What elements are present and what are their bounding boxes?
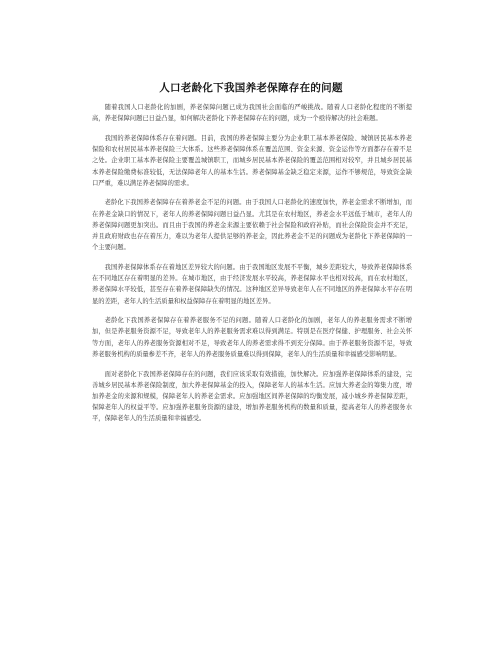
paragraph-service-shortage: 老龄化下我国养老保障存在着养老服务不足的问题。随着人口老龄化的加剧，老年人的养老服务需求不断增加，但是养老服务资源不足，导致老年人的养老服务需求难以得到满足。特别是在医疗保健、护理服务、社会关怀等方面，老年人的养老服务资源相对不足，导致老年人的养老需求得不到充分保障。由于养老服务资源不足，导致养老服务机构的质量参差不齐，老年人的养老服务质量难以得到保障，老年人的生活质量和幸福感受影响明显。 (92, 317, 412, 358)
paragraph-pension-shortage: 老龄化下我国养老保障存在着养老金不足的问题。由于我国人口老龄化的速度加快，养老金需求不断增加，而在养老金缺口的情况下，老年人的养老保障问题日益凸显。尤其是在农村地区，养老金水平远低于城市，老年人的养老保障问题更加突出。而且由于我国的养老金来源主要依赖于社会保险和政府补贴，而社会保险资金并不充足，并且政府财政也存在着压力，难以为老年人提供足够的养老金，因此养老金不足的问题成为老龄化下养老保障的一个主要问题。 (92, 199, 412, 252)
paragraph-intro: 随着我国人口老龄化的加剧，养老保障问题已成为我国社会面临的严峻挑战。随着人口老龄化程度的不断提高，养老保障问题已日益凸显，如何解决老龄化下养老保障存在的问题，成为一个亟待解决的社会难题。 (92, 104, 412, 123)
document-title: 人口老龄化下我国养老保障存在的问题 (159, 82, 343, 94)
document-body (92, 102, 412, 433)
paragraph-regional-differences: 我国养老保障体系存在着地区差异较大的问题。由于我国地区发展不平衡，城乡差距较大，导致养老保障体系在不同地区存在着明显的差异。在城市地区，由于经济发展水平较高，养老保障水平也相对较高，而在农村地区，养老保障水平较低，甚至存在着养老保障缺失的情况。这种地区差异导致老年人在不同地区的养老保障水平存在明显的差距，老年人的生活质量和权益保障存在着明显的地区差异。 (92, 263, 412, 305)
paragraph-system-issues: 我国的养老保障体系存在着问题。目前，我国的养老保障主要分为企业职工基本养老保险、城镇居民基本养老保险和农村居民基本养老保险三大体系。这些养老保障体系在覆盖范围、资金来源、资金运作等方面都存在着不足之处。企业职工基本养老保险主要覆盖城镇职工，而城乡居民基本养老保险的覆盖范围相对较窄，并且城乡居民基本养老保险缴费标准较低，无法保障老年人的基本生活。养老保障基金缺乏稳定来源，运作不够规范，导致资金缺口严重，难以满足养老保障的需求。 (92, 134, 412, 187)
paragraph-solutions: 面对老龄化下我国养老保障存在的问题，我们应该采取有效措施，加快解决。应加强养老保障体系的建设，完善城乡居民基本养老保险制度，加大养老保障基金的投入，保障老年人的基本生活。应加大养老金的筹集力度，增加养老金的来源和规模，保障老年人的养老金需求。应加强地区间养老保障的均衡发展，减小城乡养老保障差距，保障老年人的权益平等。应加强养老服务资源的建设，增加养老服务机构的数量和质量，提高老年人的养老服务水平，保障老年人的生活质量和幸福感受。 (92, 370, 412, 423)
